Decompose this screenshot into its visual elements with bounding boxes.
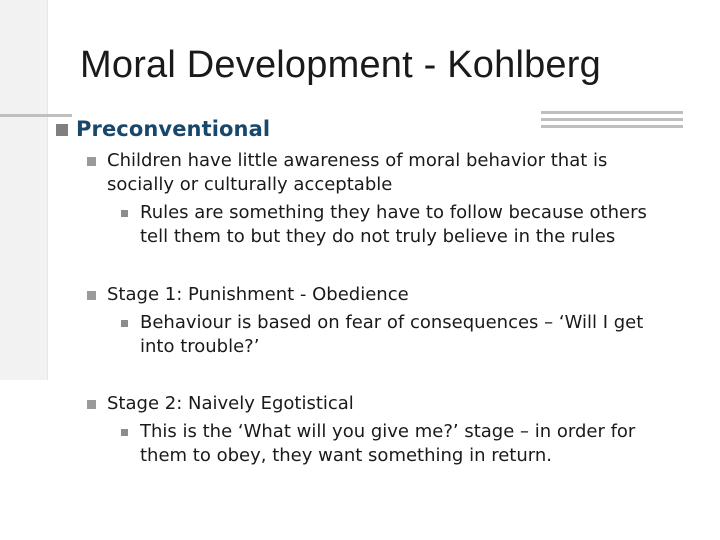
sub-bullet-text: into trouble?’: [140, 336, 260, 357]
bullet-square-icon: [87, 291, 96, 300]
sub-bullet-text: them to obey, they want something in return.: [140, 445, 552, 466]
bullet-square-icon: [87, 157, 96, 166]
bullet-square-icon: [87, 400, 96, 409]
bullet-text: Stage 1: Punishment - Obedience: [107, 284, 409, 305]
sub-bullet-text: tell them to but they do not truly believe in the rules: [140, 226, 616, 247]
sub-bullet-square-icon: [121, 320, 128, 327]
sub-bullet-square-icon: [121, 210, 128, 217]
sub-bullet-square-icon: [121, 429, 128, 436]
bullet-text: socially or culturally acceptable: [107, 174, 393, 195]
bullet-text: Stage 2: Naively Egotistical: [107, 393, 354, 414]
sub-bullet-text: Behaviour is based on fear of consequences – ‘Will I get: [140, 312, 644, 333]
bullet-text: Children have little awareness of moral behavior that is: [107, 150, 608, 171]
sub-bullet-text: Rules are something they have to follow because others: [140, 202, 647, 223]
bullet-square-icon: [56, 124, 68, 136]
section-heading: Preconventional: [76, 117, 271, 141]
sub-bullet-text: This is the ‘What will you give me?’ stage – in order for: [140, 421, 636, 442]
slide-title: Moral Development - Kohlberg: [80, 44, 601, 86]
